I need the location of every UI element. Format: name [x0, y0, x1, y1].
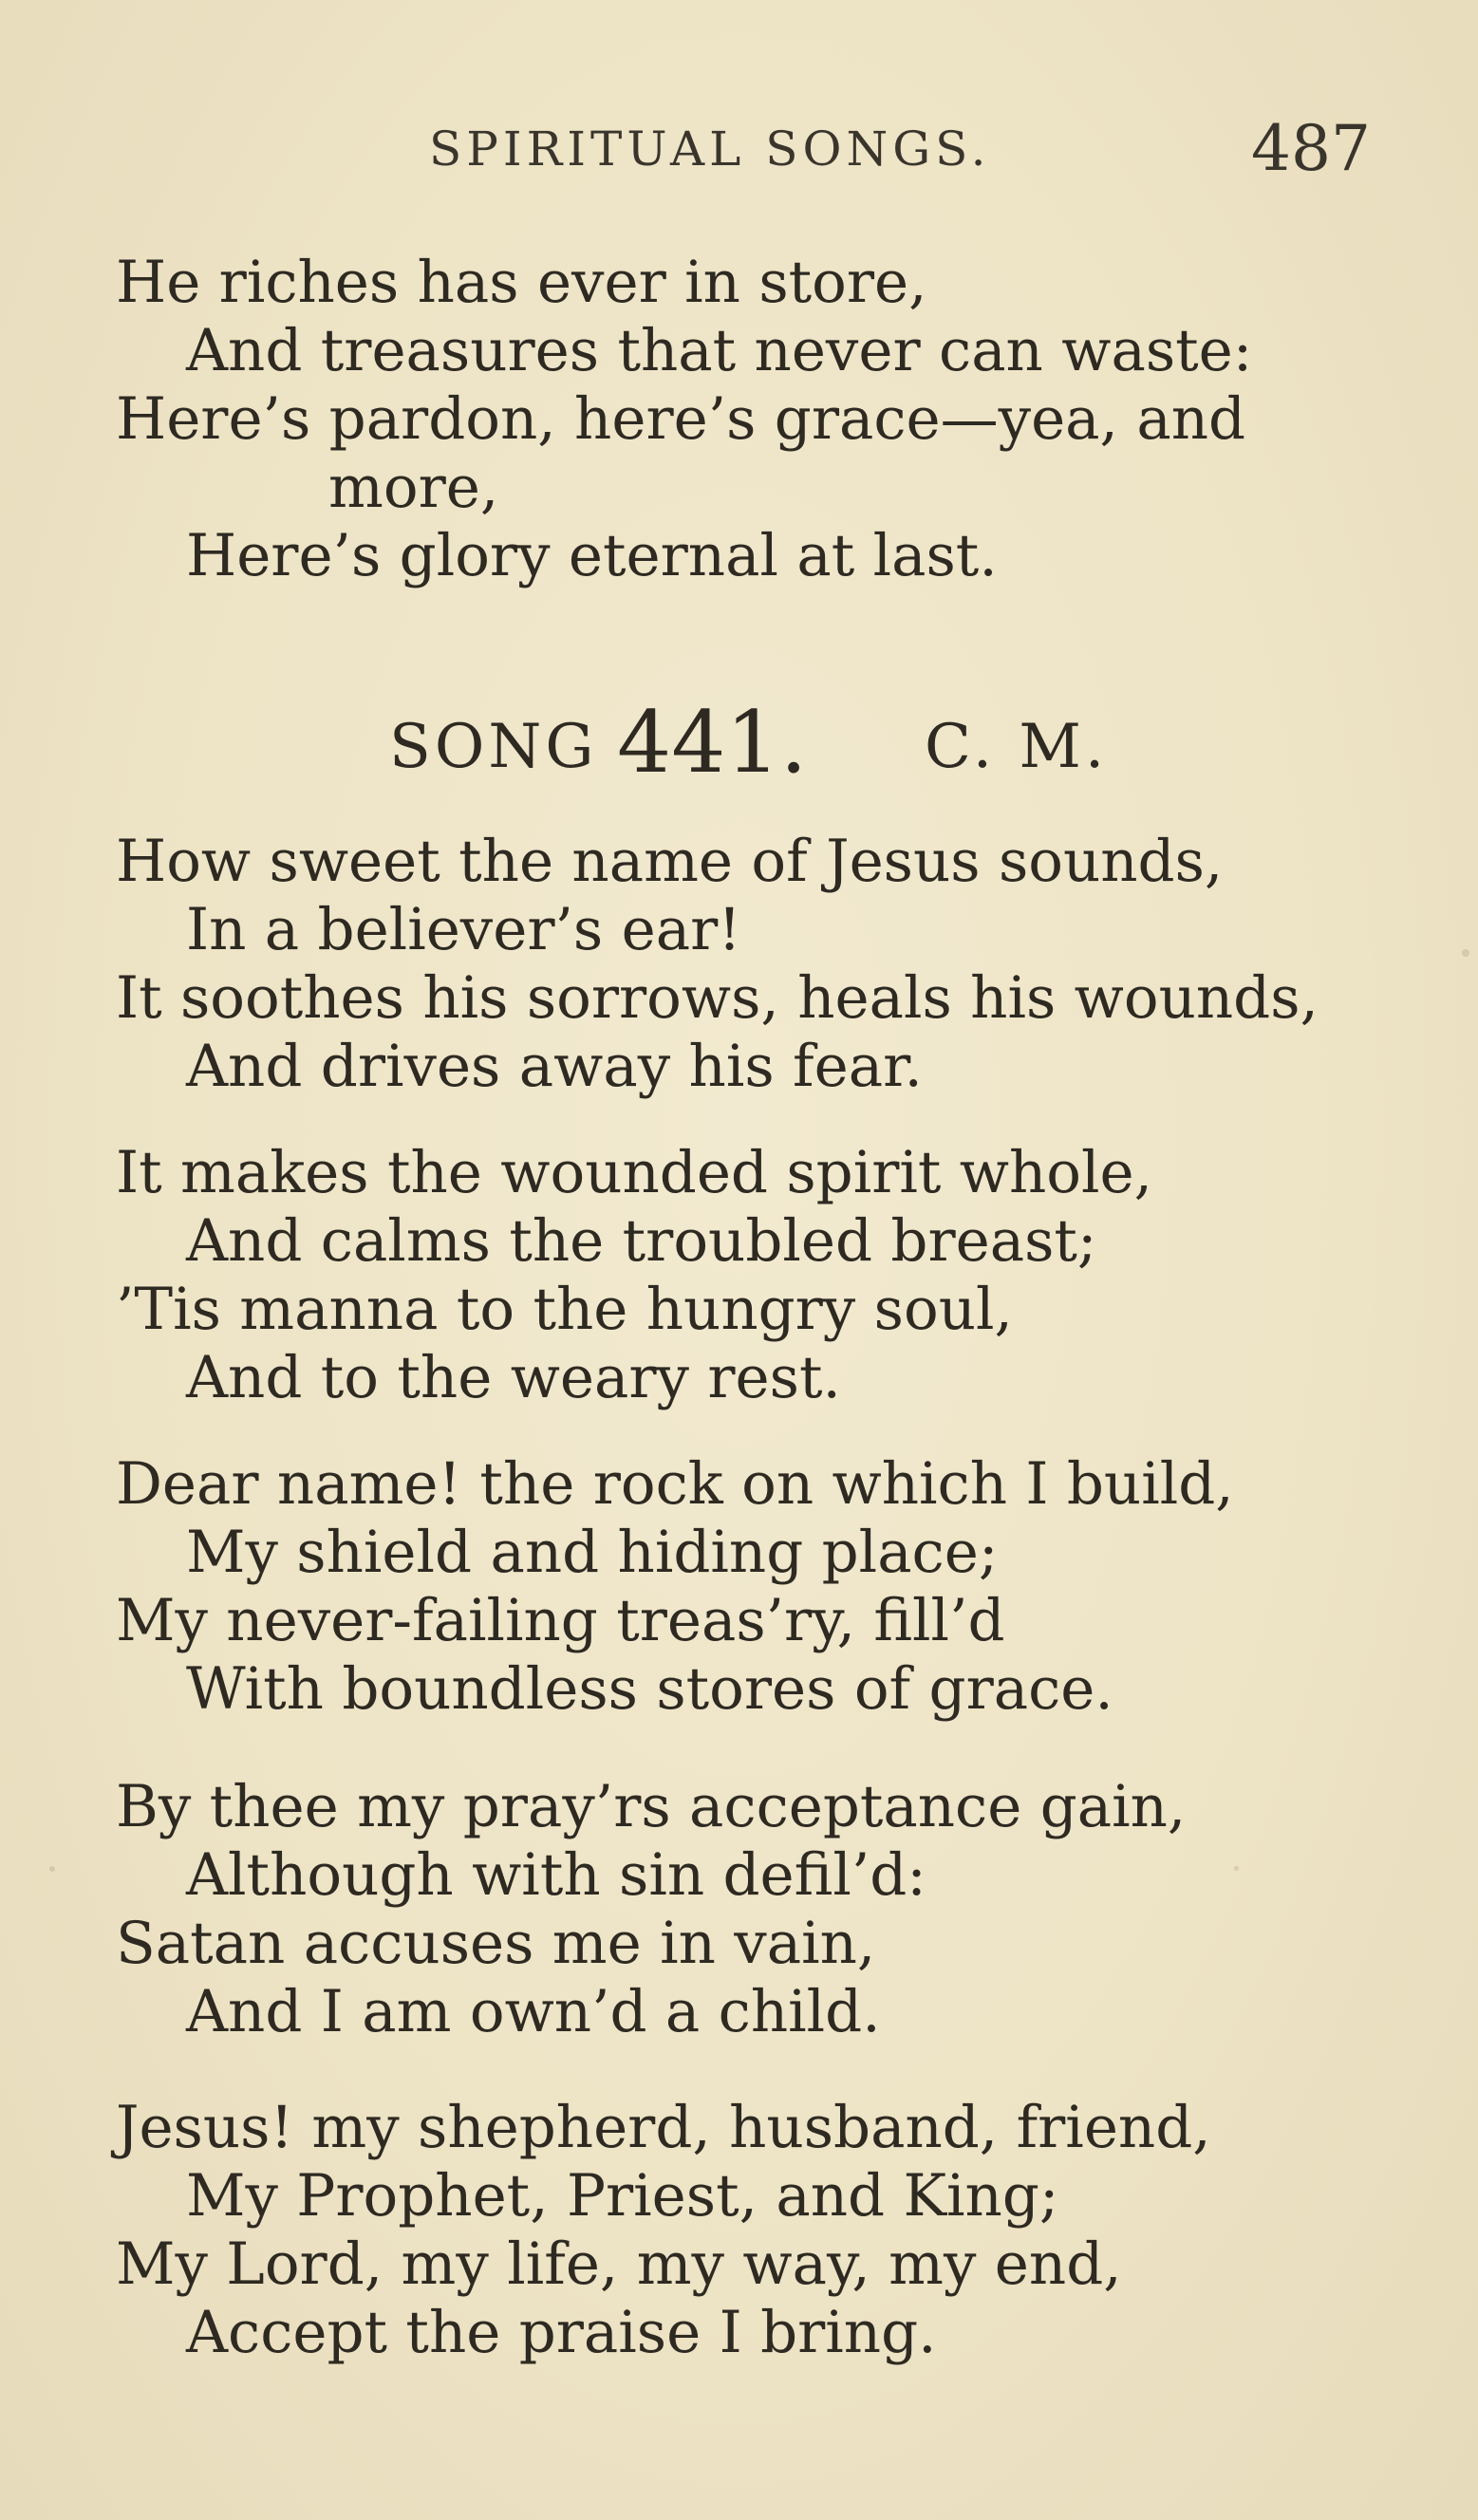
verse-line: Satan accuses me in vain, [116, 1910, 876, 1977]
song-heading [0, 693, 1478, 797]
verse-line: Accept the praise I bring. [186, 2299, 937, 2366]
verse-line: How sweet the name of Jesus sounds, [116, 828, 1224, 895]
page-header [0, 112, 1478, 188]
verse-line: Although with sin defil’d: [186, 1841, 926, 1909]
verse-line: In a believer’s ear! [186, 896, 741, 963]
verse-line: By thee my pray’rs acceptance gain, [116, 1773, 1187, 1840]
verse-line: And calms the troubled breast; [186, 1207, 1097, 1275]
page-number: 487 [1251, 112, 1371, 185]
verse-line: My Prophet, Priest, and King; [186, 2162, 1059, 2230]
song-label: SONG [389, 712, 598, 782]
verse-line: ’Tis manna to the hungry soul, [116, 1276, 1013, 1343]
verse-line: It soothes his sorrows, heals his wounds, [116, 964, 1319, 1032]
paper-speck [1234, 1866, 1239, 1871]
verse-line: With boundless stores of grace. [186, 1655, 1113, 1723]
verse-line: It makes the wounded spirit whole, [116, 1139, 1153, 1206]
verse-line: My Lord, my life, my way, my end, [116, 2231, 1122, 2298]
verse-line: My shield and hiding place; [186, 1519, 999, 1586]
verse-line: He riches has ever in store, [116, 249, 927, 316]
verse-line: And to the weary rest. [186, 1344, 841, 1411]
verse-line: Here’s pardon, here’s grace—yea, and [116, 385, 1246, 453]
verse-line: And treasures that never can waste: [186, 317, 1253, 384]
running-title: SPIRITUAL SONGS. [429, 121, 991, 177]
verse-line: My never-failing treas’ry, fill’d [116, 1587, 1005, 1654]
paper-speck [1462, 949, 1469, 957]
verse-line: Dear name! the rock on which I build, [116, 1450, 1234, 1518]
paper-speck [49, 1866, 55, 1872]
verse-line: more, [328, 454, 499, 521]
verse-line: And I am own’d a child. [186, 1978, 881, 2045]
song-number: 441. [617, 693, 808, 793]
verse-line: And drives away his fear. [186, 1033, 923, 1100]
verse-line: Here’s glory eternal at last. [186, 522, 998, 589]
song-meter: C. M. [925, 712, 1109, 782]
verse-line: Jesus! my shepherd, husband, friend, [116, 2094, 1211, 2161]
